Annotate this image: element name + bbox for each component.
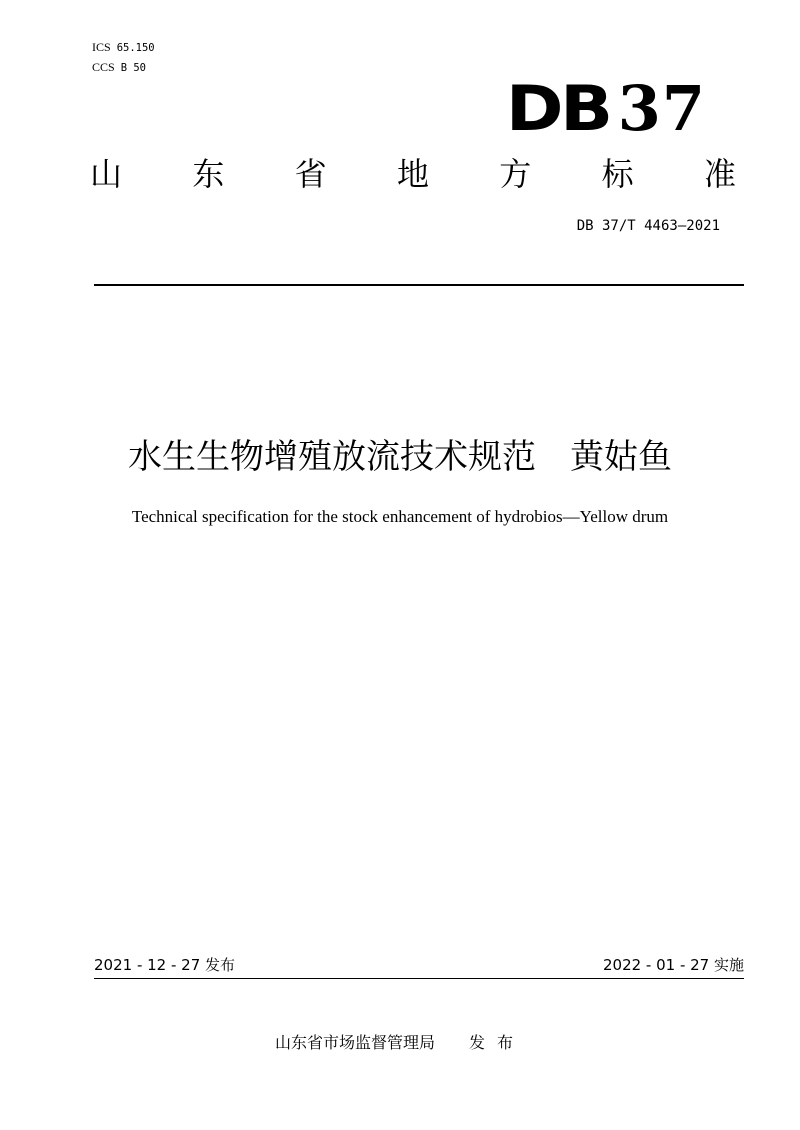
header-divider bbox=[94, 284, 744, 286]
type-char: 东 bbox=[192, 155, 225, 193]
english-title: Technical specification for the stock enhancement of hydrobios—Yellow drum bbox=[131, 507, 669, 526]
ccs-label: CCS bbox=[92, 60, 115, 74]
ics-label: ICS bbox=[92, 40, 111, 54]
ics-line bbox=[92, 38, 155, 58]
chinese-title-sub: 黄姑鱼 bbox=[570, 437, 672, 477]
type-char: 山 bbox=[89, 155, 122, 193]
release-date: 2021 - 12 - 27 发布 bbox=[94, 956, 236, 974]
standard-code: DB 37/T 4463—2021 bbox=[576, 218, 720, 234]
implementation-date: 2022 - 01 - 27 实施 bbox=[602, 956, 744, 974]
ccs-line bbox=[92, 58, 155, 78]
issuer-line bbox=[0, 1032, 800, 1054]
logo-number: 37 bbox=[617, 72, 706, 145]
classification-codes bbox=[92, 38, 155, 78]
db37-logo bbox=[505, 60, 706, 145]
type-char: 地 bbox=[396, 155, 429, 193]
standard-type-heading bbox=[86, 150, 740, 198]
footer-divider bbox=[94, 978, 744, 979]
ccs-value: B 50 bbox=[120, 62, 146, 74]
chinese-title-main: 水生生物增殖放流技术规范 bbox=[128, 437, 536, 477]
issuer-name: 山东省市场监督管理局 bbox=[274, 1033, 435, 1052]
chinese-title bbox=[0, 432, 800, 482]
type-char: 方 bbox=[499, 155, 532, 193]
ics-value: 65.150 bbox=[116, 42, 155, 54]
logo-db: DB bbox=[505, 72, 610, 145]
type-char: 省 bbox=[294, 155, 327, 193]
type-char: 准 bbox=[703, 155, 736, 193]
issuer-action: 发布 bbox=[469, 1033, 526, 1052]
type-char: 标 bbox=[601, 155, 634, 193]
date-row bbox=[94, 955, 744, 975]
